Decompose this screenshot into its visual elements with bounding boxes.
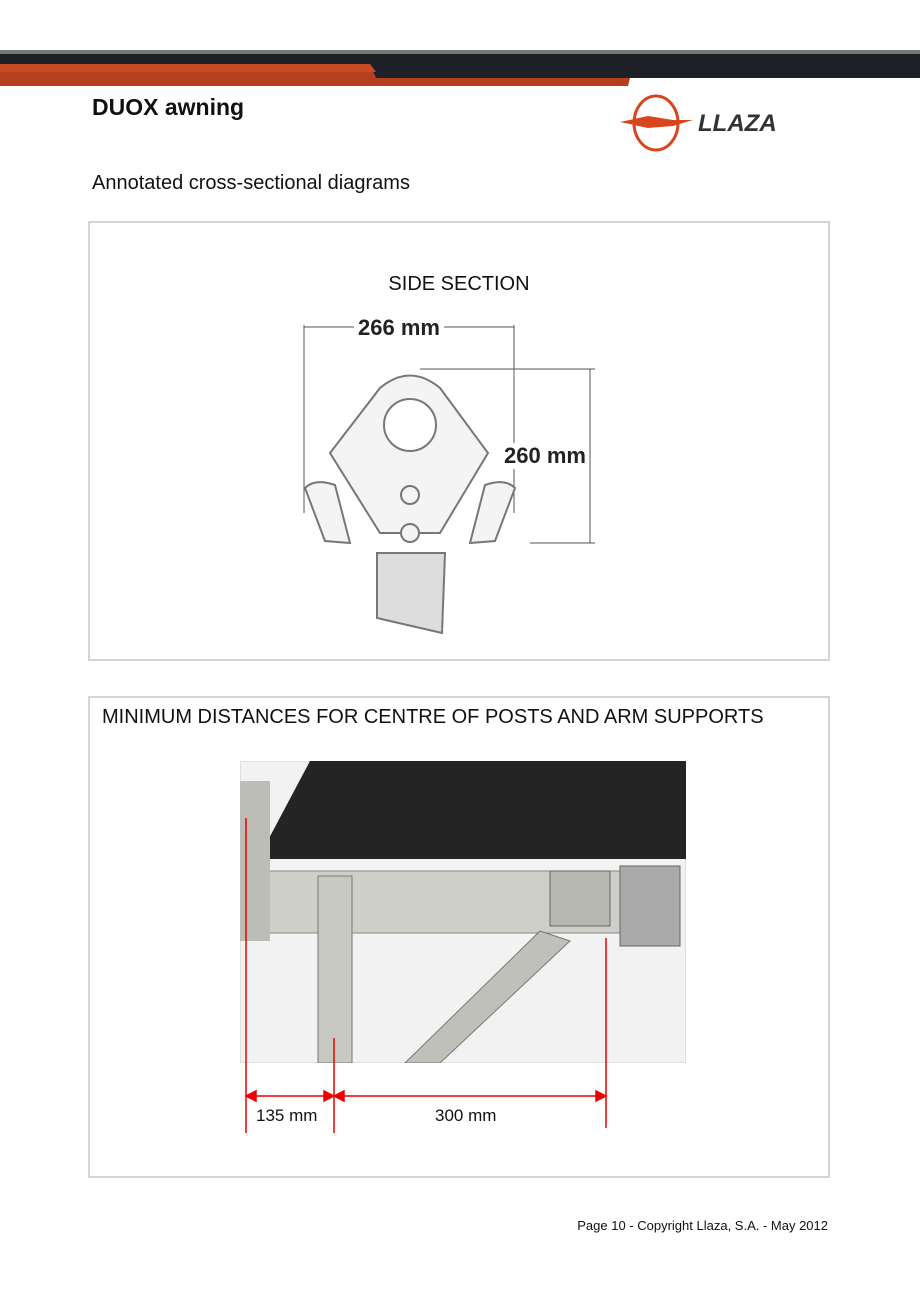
svg-text:LLAZA: LLAZA [698,110,777,137]
arm-distance-label: 300 mm [435,1106,497,1125]
page-title: DUOX awning [92,94,245,120]
width-dimension: 266 mm [354,315,444,341]
post-distance-label: 135 mm [256,1106,318,1125]
height-dimension: 260 mm [504,443,586,468]
subtitle: Annotated cross-sectional diagrams [92,172,410,194]
side-section-diagram [90,223,830,659]
min-distances-title: MINIMUM DISTANCES FOR CENTRE OF POSTS AND ARM SUPPORTS [102,706,764,728]
side-section-title: SIDE SECTION [388,273,530,295]
footer: Page 10 - Copyright Llaza, S.A. - May 2012 [577,1218,828,1233]
side-section-panel [88,221,830,661]
header-banner [0,50,920,90]
min-distances-panel [88,696,830,1178]
llaza-logo [618,94,833,152]
